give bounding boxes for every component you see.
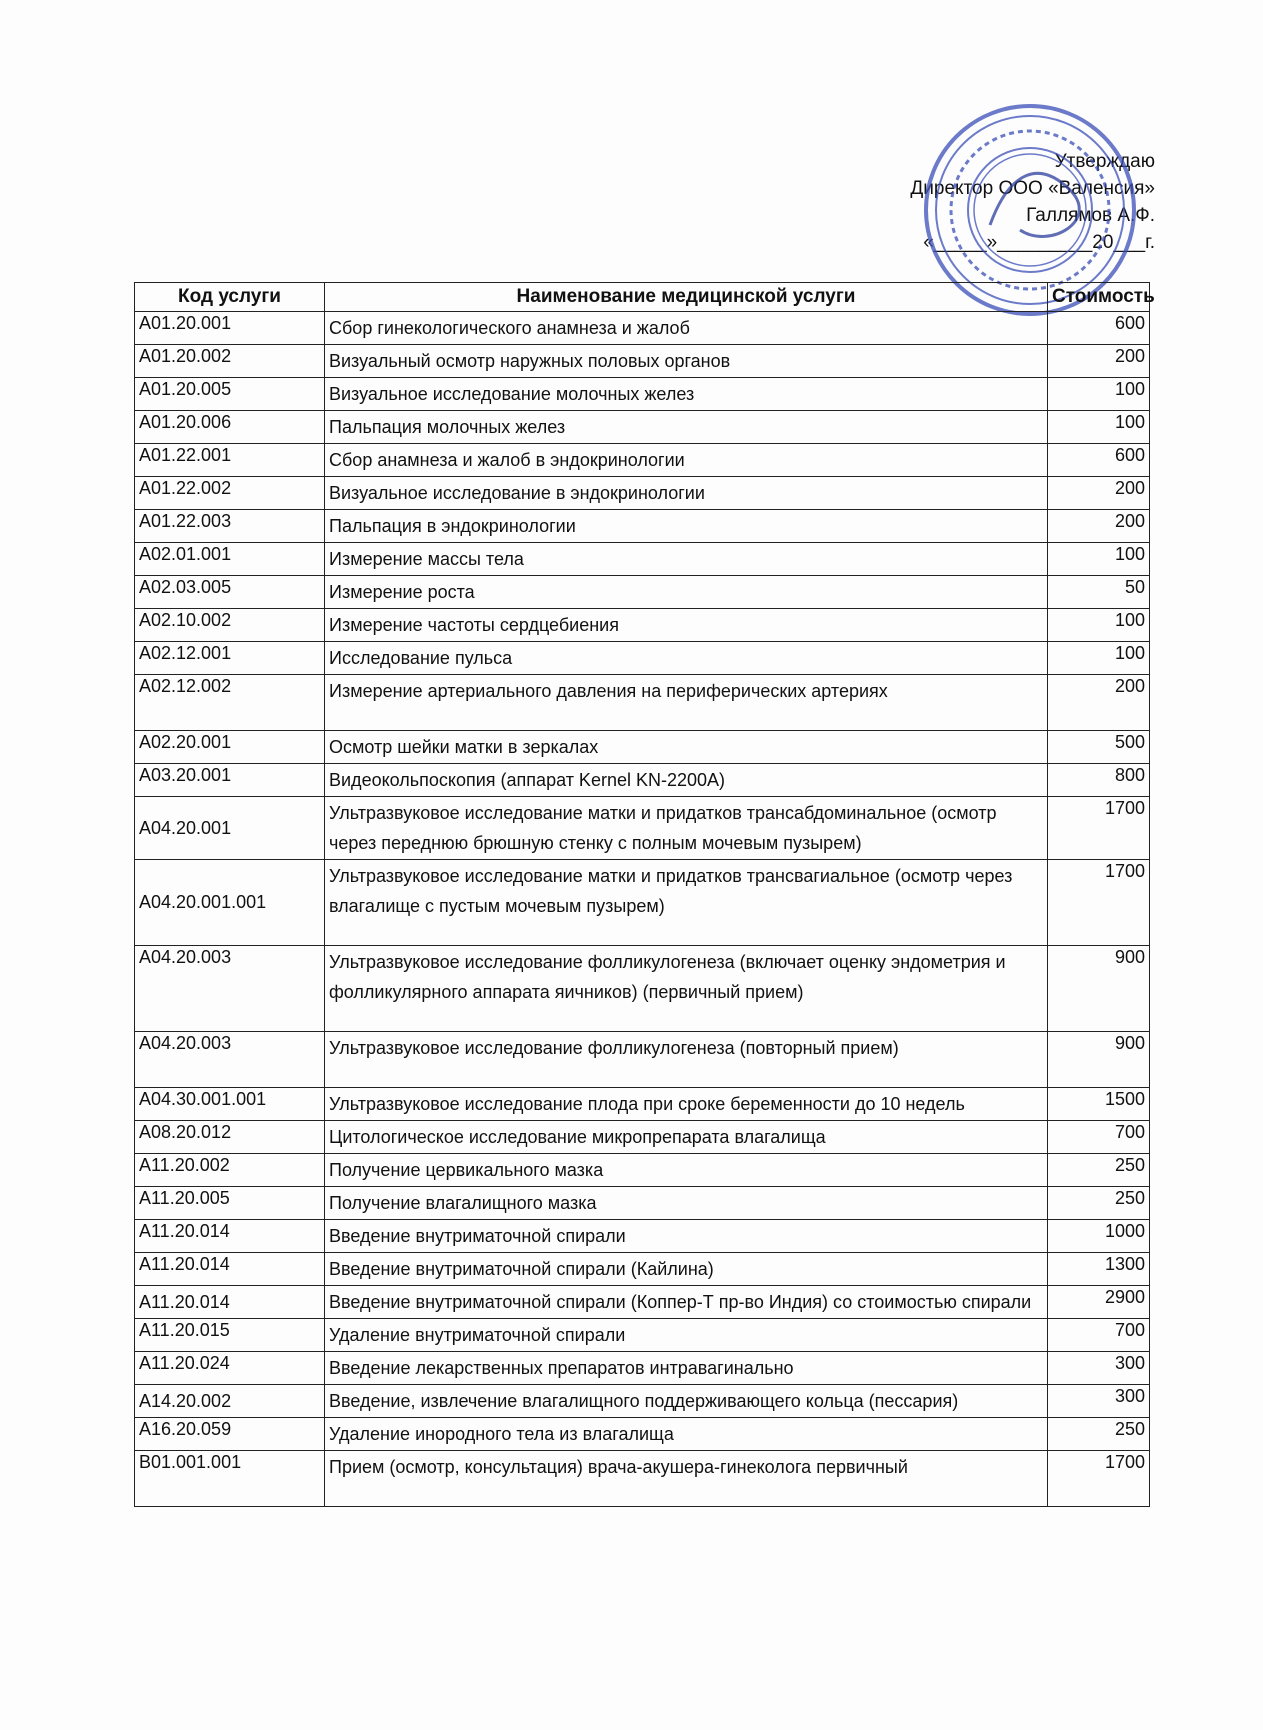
service-name: Введение внутриматочной спирали (Коппер-Т пр-во Индия) со стоимостью спирали <box>325 1286 1048 1319</box>
service-name: Измерение частоты сердцебиения <box>325 609 1048 642</box>
approval-block <box>910 148 1155 256</box>
service-name: Пальпация молочных желез <box>325 411 1048 444</box>
header-name: Наименование медицинской услуги <box>325 283 1048 312</box>
table-row <box>135 1088 1150 1121</box>
service-price: 2900 <box>1048 1286 1150 1319</box>
table-row <box>135 444 1150 477</box>
table-row <box>135 1418 1150 1451</box>
table-row <box>135 345 1150 378</box>
service-code: A01.20.006 <box>135 411 325 444</box>
service-code: A11.20.015 <box>135 1319 325 1352</box>
service-price: 200 <box>1048 675 1150 731</box>
service-code: A14.20.002 <box>135 1385 325 1418</box>
service-price: 600 <box>1048 444 1150 477</box>
service-code: A01.20.001 <box>135 312 325 345</box>
service-code: A08.20.012 <box>135 1121 325 1154</box>
service-name: Введение, извлечение влагалищного поддерживающего кольца (пессария) <box>325 1385 1048 1418</box>
service-name: Удаление инородного тела из влагалища <box>325 1418 1048 1451</box>
service-price: 100 <box>1048 543 1150 576</box>
table-row <box>135 1121 1150 1154</box>
service-price: 300 <box>1048 1352 1150 1385</box>
service-price: 250 <box>1048 1418 1150 1451</box>
service-code: A11.20.005 <box>135 1187 325 1220</box>
service-code: B01.001.001 <box>135 1451 325 1507</box>
table-row <box>135 576 1150 609</box>
service-code: A02.20.001 <box>135 731 325 764</box>
service-code: A04.30.001.001 <box>135 1088 325 1121</box>
service-price: 700 <box>1048 1121 1150 1154</box>
service-name: Измерение артериального давления на периферических артериях <box>325 675 1048 731</box>
service-price: 600 <box>1048 312 1150 345</box>
service-price: 100 <box>1048 411 1150 444</box>
service-code: A01.22.001 <box>135 444 325 477</box>
service-price: 1700 <box>1048 860 1150 946</box>
service-name: Введение внутриматочной спирали <box>325 1220 1048 1253</box>
table-row <box>135 543 1150 576</box>
service-price: 100 <box>1048 609 1150 642</box>
service-code: A02.10.002 <box>135 609 325 642</box>
service-name: Измерение массы тела <box>325 543 1048 576</box>
approval-date: «_____»_________20___г. <box>923 232 1155 253</box>
table-row <box>135 1352 1150 1385</box>
table-body <box>135 312 1150 1507</box>
table-row <box>135 642 1150 675</box>
service-name: Ультразвуковое исследование фолликулогенеза (включает оценку эндометрия и фолликулярного аппарата яичников) (первичный прием) <box>325 946 1048 1032</box>
service-price: 200 <box>1048 477 1150 510</box>
service-code: A01.20.002 <box>135 345 325 378</box>
service-name: Ультразвуковое исследование плода при сроке беременности до 10 недель <box>325 1088 1048 1121</box>
service-name: Ультразвуковое исследование матки и придатков трансвагиальное (осмотр через влагалище с пустым мочевым пузырем) <box>325 860 1048 946</box>
table-header-row <box>135 283 1150 312</box>
table-row <box>135 1253 1150 1286</box>
service-price: 900 <box>1048 946 1150 1032</box>
service-price: 500 <box>1048 731 1150 764</box>
service-name: Исследование пульса <box>325 642 1048 675</box>
service-code: A11.20.014 <box>135 1286 325 1319</box>
table-row <box>135 1385 1150 1418</box>
service-code: A04.20.003 <box>135 946 325 1032</box>
table-row <box>135 510 1150 543</box>
table-row <box>135 764 1150 797</box>
service-price: 1500 <box>1048 1088 1150 1121</box>
service-price: 1700 <box>1048 797 1150 860</box>
service-code: A11.20.014 <box>135 1220 325 1253</box>
service-price: 1000 <box>1048 1220 1150 1253</box>
table-row <box>135 946 1150 1032</box>
service-code: A03.20.001 <box>135 764 325 797</box>
service-price: 200 <box>1048 345 1150 378</box>
service-name: Введение лекарственных препаратов интравагинально <box>325 1352 1048 1385</box>
header-price: Стоимость <box>1048 283 1150 312</box>
header-code: Код услуги <box>135 283 325 312</box>
table-row <box>135 797 1150 860</box>
service-code: A04.20.003 <box>135 1032 325 1088</box>
table-row <box>135 1220 1150 1253</box>
service-name: Ультразвуковое исследование матки и придатков трансабдоминальное (осмотр через переднюю брюшную стенку с полным мочевым пузырем) <box>325 797 1048 860</box>
service-price: 900 <box>1048 1032 1150 1088</box>
table-row <box>135 411 1150 444</box>
service-code: A01.22.002 <box>135 477 325 510</box>
service-code: A04.20.001.001 <box>135 860 325 946</box>
service-name: Получение цервикального мазка <box>325 1154 1048 1187</box>
service-code: A04.20.001 <box>135 797 325 860</box>
table-row <box>135 860 1150 946</box>
table-row <box>135 731 1150 764</box>
service-code: A02.12.002 <box>135 675 325 731</box>
table-row <box>135 1286 1150 1319</box>
service-price: 1300 <box>1048 1253 1150 1286</box>
service-name: Измерение роста <box>325 576 1048 609</box>
service-price: 200 <box>1048 510 1150 543</box>
service-name: Цитологическое исследование микропрепарата влагалища <box>325 1121 1048 1154</box>
service-name: Пальпация в эндокринологии <box>325 510 1048 543</box>
table-row <box>135 312 1150 345</box>
service-name: Визуальный осмотр наружных половых органов <box>325 345 1048 378</box>
service-name: Прием (осмотр, консультация) врача-акушера-гинеколога первичный <box>325 1451 1048 1507</box>
service-code: A11.20.014 <box>135 1253 325 1286</box>
table-row <box>135 675 1150 731</box>
service-name: Сбор анамнеза и жалоб в эндокринологии <box>325 444 1048 477</box>
table-row <box>135 378 1150 411</box>
service-code: A02.01.001 <box>135 543 325 576</box>
service-name: Видеокольпоскопия (аппарат Kernel KN-2200A) <box>325 764 1048 797</box>
service-name: Ультразвуковое исследование фолликулогенеза (повторный прием) <box>325 1032 1048 1088</box>
approval-director: Директор ООО «Валенсия» <box>910 178 1155 199</box>
service-price: 1700 <box>1048 1451 1150 1507</box>
service-code: A01.22.003 <box>135 510 325 543</box>
service-price: 50 <box>1048 576 1150 609</box>
service-code: A16.20.059 <box>135 1418 325 1451</box>
approval-signer-name: Галлямов А.Ф. <box>1026 205 1155 226</box>
service-name: Сбор гинекологического анамнеза и жалоб <box>325 312 1048 345</box>
service-price: 100 <box>1048 642 1150 675</box>
table-row <box>135 1032 1150 1088</box>
table-row <box>135 609 1150 642</box>
table-row <box>135 1154 1150 1187</box>
table-row <box>135 1451 1150 1507</box>
service-price: 100 <box>1048 378 1150 411</box>
service-price: 700 <box>1048 1319 1150 1352</box>
service-name: Получение влагалищного мазка <box>325 1187 1048 1220</box>
service-price: 300 <box>1048 1385 1150 1418</box>
service-price: 250 <box>1048 1154 1150 1187</box>
service-code: A02.03.005 <box>135 576 325 609</box>
service-price: 250 <box>1048 1187 1150 1220</box>
service-code: A01.20.005 <box>135 378 325 411</box>
service-name: Введение внутриматочной спирали (Кайлина) <box>325 1253 1048 1286</box>
service-code: A11.20.024 <box>135 1352 325 1385</box>
service-name: Удаление внутриматочной спирали <box>325 1319 1048 1352</box>
price-table <box>134 282 1155 1507</box>
approval-title: Утверждаю <box>1054 151 1155 172</box>
service-name: Визуальное исследование молочных желез <box>325 378 1048 411</box>
table-row <box>135 1187 1150 1220</box>
service-code: A11.20.002 <box>135 1154 325 1187</box>
service-code: A02.12.001 <box>135 642 325 675</box>
service-name: Осмотр шейки матки в зеркалах <box>325 731 1048 764</box>
service-name: Визуальное исследование в эндокринологии <box>325 477 1048 510</box>
table-row <box>135 1319 1150 1352</box>
table-row <box>135 477 1150 510</box>
service-price: 800 <box>1048 764 1150 797</box>
